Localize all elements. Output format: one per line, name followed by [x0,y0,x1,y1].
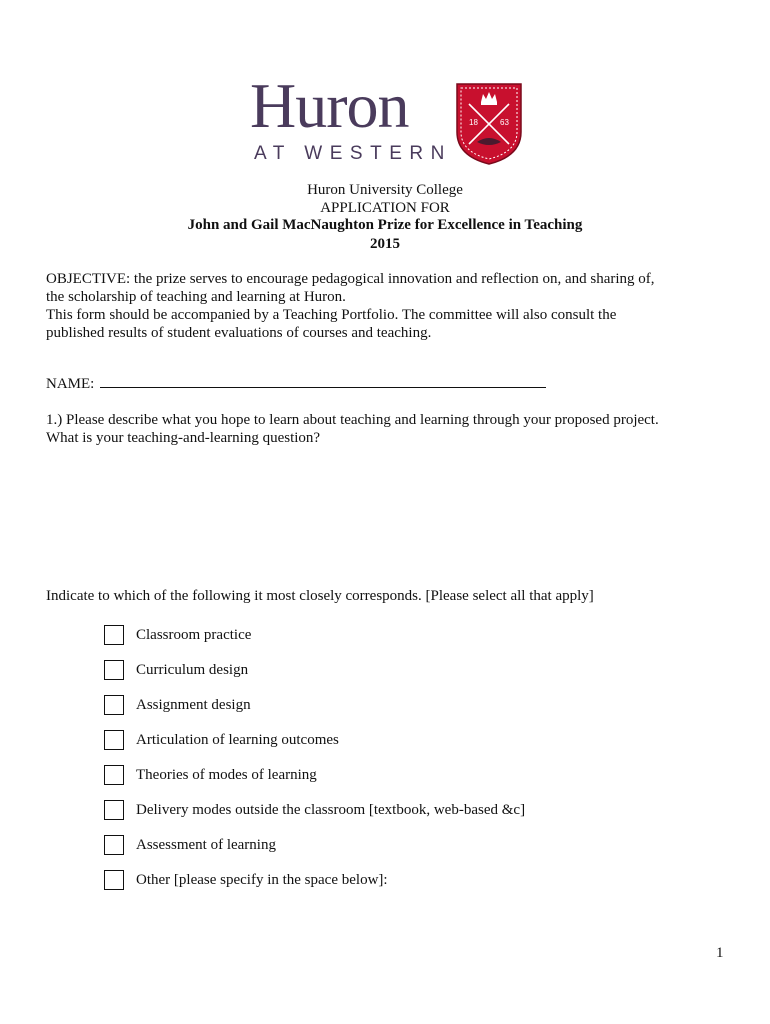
objective-line: This form should be accompanied by a Teaching Portfolio. The committee will also consult the [46,307,617,323]
logo-wordmark: Huron [250,70,409,141]
option-label: Delivery modes outside the classroom [textbook, web-based &c] [136,801,526,818]
checkbox[interactable] [104,660,124,680]
objective-line: OBJECTIVE: the prize serves to encourage pedagogical innovation and reflection on, and sharing of, [46,271,655,287]
option-item [104,687,525,722]
option-label: Other [please specify in the space below]: [136,871,388,888]
indicate-prompt-text: Indicate to which of the following it most closely corresponds. [Please select all that apply] [46,588,594,604]
checkbox[interactable] [104,625,124,645]
option-item [104,792,525,827]
objective-paragraph [46,270,736,342]
option-item [104,827,525,862]
name-field [46,374,546,393]
checkbox[interactable] [104,800,124,820]
question-line: 1.) Please describe what you hope to learn about teaching and learning through your proposed project. [46,412,659,428]
indicate-prompt [46,587,736,605]
checkbox[interactable] [104,730,124,750]
logo-subtitle: AT WESTERN [254,143,452,164]
page-number: 1 [716,945,724,961]
objective-line: the scholarship of teaching and learning at Huron. [46,289,346,305]
institution-name: Huron University College [307,182,463,198]
option-label: Assessment of learning [136,836,276,853]
option-label: Classroom practice [136,626,252,643]
option-item [104,862,525,897]
crest-icon [455,82,523,166]
checkbox[interactable] [104,835,124,855]
objective-line: published results of student evaluations of courses and teaching. [46,325,432,341]
question-line: What is your teaching-and-learning question? [46,430,321,446]
form-type: APPLICATION FOR [320,200,450,216]
option-label: Articulation of learning outcomes [136,731,339,748]
checkbox[interactable] [104,765,124,785]
option-item [104,652,525,687]
question-1 [46,411,736,447]
checkbox[interactable] [104,695,124,715]
option-label: Theories of modes of learning [136,766,317,783]
crest-year-left: 18 [469,118,478,127]
option-item [104,722,525,757]
huron-logo [250,70,525,170]
prize-year: 2015 [370,236,400,252]
option-item [104,617,525,652]
name-label: NAME: [46,376,95,392]
option-list [104,617,525,897]
option-label: Curriculum design [136,661,249,678]
name-blank-line[interactable] [100,374,546,388]
option-item [104,757,525,792]
checkbox[interactable] [104,870,124,890]
crest-year-right: 63 [500,118,509,127]
option-label: Assignment design [136,696,251,713]
prize-title: John and Gail MacNaughton Prize for Excellence in Teaching [187,217,583,233]
